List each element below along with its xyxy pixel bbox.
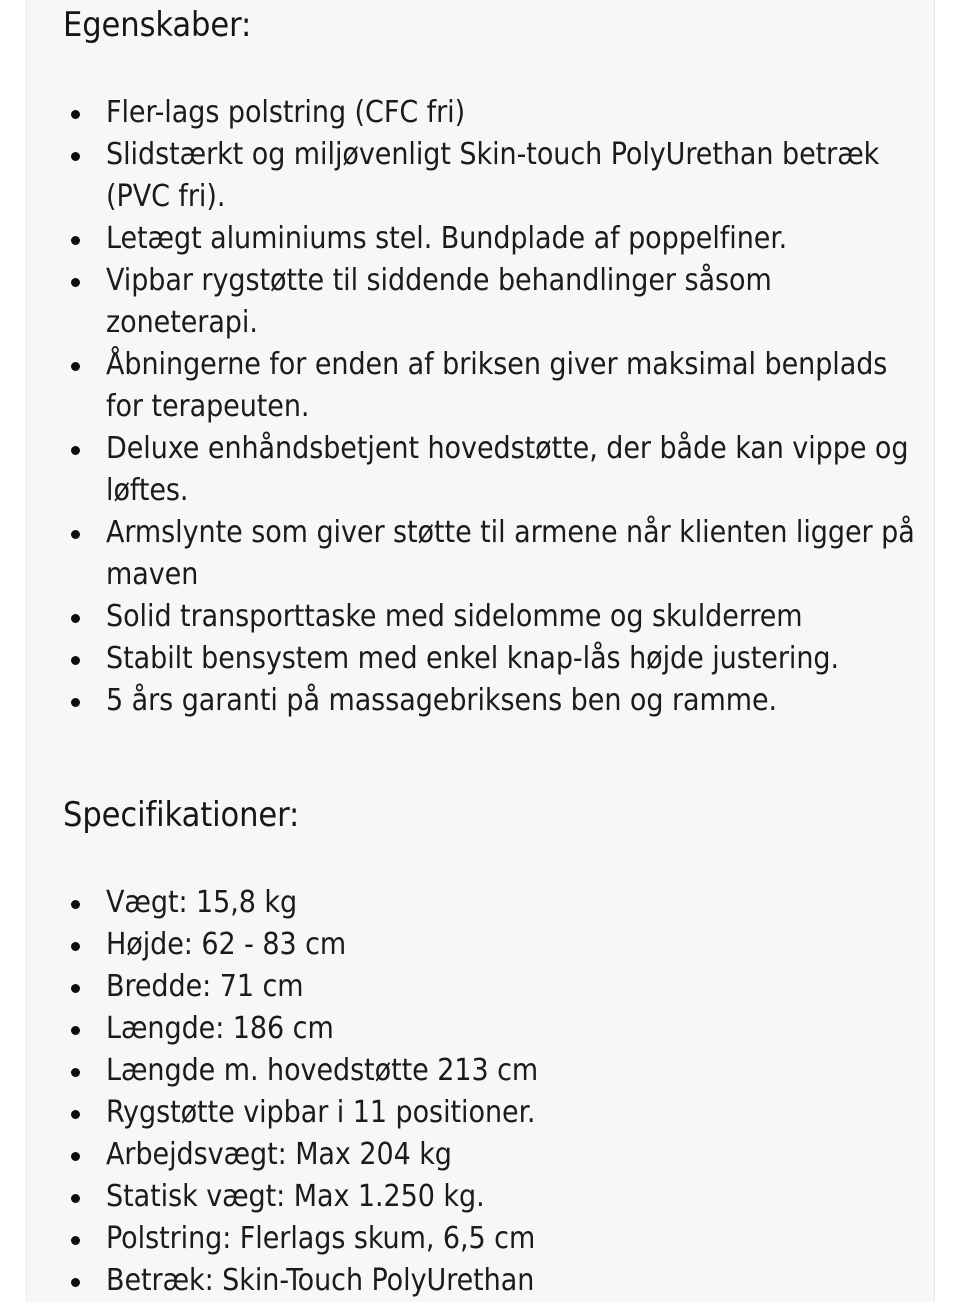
list-item: Vipbar rygstøtte til siddende behandlinger såsom zoneterapi.: [63, 260, 928, 344]
features-heading: Egenskaber:: [63, 5, 252, 45]
content-panel: [26, 0, 935, 1302]
specifications-bullet-list: [63, 882, 928, 1302]
list-item: Længde m. hovedstøtte 213 cm: [63, 1050, 928, 1092]
list-item: Bredde: 71 cm: [63, 966, 928, 1008]
list-item: 5 års garanti på massagebriksens ben og ramme.: [63, 680, 928, 722]
list-item: Højde: 62 - 83 cm: [63, 924, 928, 966]
list-item: Arbejdsvægt: Max 204 kg: [63, 1134, 928, 1176]
specifications-heading: Specifikationer:: [63, 795, 300, 835]
list-item: Letægt aluminiums stel. Bundplade af poppelfiner.: [63, 218, 928, 260]
list-item: Rygstøtte vipbar i 11 positioner.: [63, 1092, 928, 1134]
list-item: Vægt: 15,8 kg: [63, 882, 928, 924]
list-item: Polstring: Flerlags skum, 6,5 cm: [63, 1218, 928, 1260]
list-item: Fler-lags polstring (CFC fri): [63, 92, 928, 134]
features-bullet-list: [63, 92, 928, 722]
list-item: Deluxe enhåndsbetjent hovedstøtte, der både kan vippe og løftes.: [63, 428, 928, 512]
list-item: Betræk: Skin-Touch PolyUrethan: [63, 1260, 928, 1302]
list-item: Armslynte som giver støtte til armene når klienten ligger på maven: [63, 512, 928, 596]
specifications-section: [63, 795, 928, 1302]
list-item: Slidstærkt og miljøvenligt Skin-touch PolyUrethan betræk (PVC fri).: [63, 134, 928, 218]
list-item: Statisk vægt: Max 1.250 kg.: [63, 1176, 928, 1218]
list-item: Længde: 186 cm: [63, 1008, 928, 1050]
features-section: [63, 5, 928, 722]
list-item: Solid transporttaske med sidelomme og skulderrem: [63, 596, 928, 638]
list-item: Stabilt bensystem med enkel knap-lås højde justering.: [63, 638, 928, 680]
list-item: Åbningerne for enden af briksen giver maksimal benplads for terapeuten.: [63, 344, 928, 428]
